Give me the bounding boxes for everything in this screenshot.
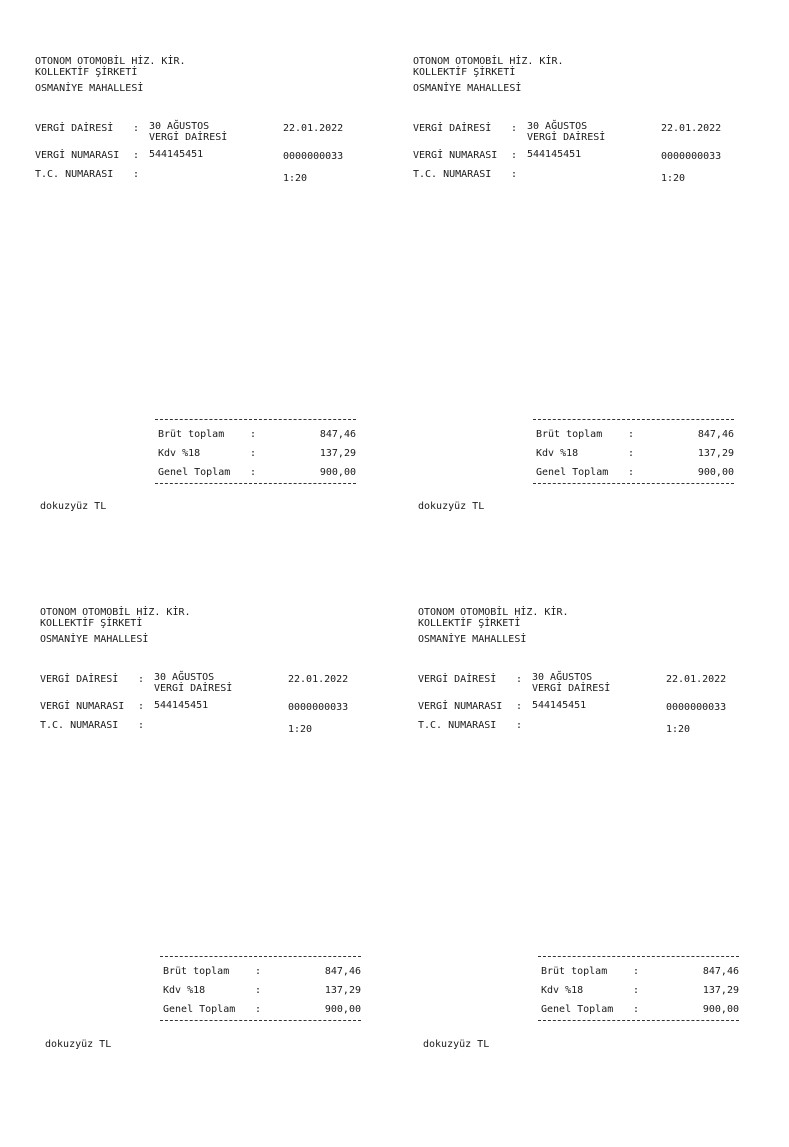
company-name-line1: OTONOM OTOMOBİL HİZ. KİR.	[418, 607, 569, 618]
company-name-line1: OTONOM OTOMOBİL HİZ. KİR.	[35, 56, 186, 67]
gross-total-value: 847,46	[697, 429, 734, 440]
grand-total-label: Genel Toplam	[163, 1004, 236, 1015]
totals-top-rule	[538, 956, 739, 957]
grand-total-colon: :	[255, 1004, 262, 1015]
tax-number-value: 544145451	[532, 700, 587, 711]
receipt-bottom-right	[418, 607, 789, 1147]
tax-office-value-line1: 30 AĞUSTOS	[149, 121, 210, 132]
amount-in-words: dokuzyüz TL	[418, 501, 485, 512]
gross-total-label: Brüt toplam	[541, 966, 608, 977]
company-address: OSMANİYE MAHALLESİ	[35, 83, 144, 94]
tax-office-colon: :	[511, 123, 518, 134]
totals-bottom-rule	[533, 483, 734, 484]
gross-total-colon: :	[628, 429, 635, 440]
grand-total-colon: :	[250, 467, 257, 478]
tax-number-value: 544145451	[149, 149, 204, 160]
company-name-line2: KOLLEKTİF ŞİRKETİ	[40, 618, 143, 629]
grand-total-label: Genel Toplam	[536, 467, 609, 478]
gross-total-value: 847,46	[702, 966, 739, 977]
tax-number-label: VERGİ NUMARASI	[418, 701, 503, 712]
tax-office-colon: :	[133, 123, 140, 134]
gross-total-value: 847,46	[319, 429, 356, 440]
vat-value: 137,29	[702, 985, 739, 996]
company-name-line1: OTONOM OTOMOBİL HİZ. KİR.	[413, 56, 564, 67]
totals-bottom-rule	[155, 483, 356, 484]
tax-office-label: VERGİ DAİRESİ	[40, 674, 119, 685]
tc-number-colon: :	[511, 169, 518, 180]
tax-office-value-line1: 30 AĞUSTOS	[532, 672, 593, 683]
tc-number-colon: :	[138, 720, 145, 731]
gross-total-value: 847,46	[324, 966, 361, 977]
company-name-line1: OTONOM OTOMOBİL HİZ. KİR.	[40, 607, 191, 618]
grand-total-label: Genel Toplam	[158, 467, 231, 478]
document-date: 22.01.2022	[288, 674, 349, 685]
company-address: OSMANİYE MAHALLESİ	[40, 634, 149, 645]
totals-top-rule	[160, 956, 361, 957]
gross-total-colon: :	[633, 966, 640, 977]
grand-total-value: 900,00	[702, 1004, 739, 1015]
document-date: 22.01.2022	[661, 123, 722, 134]
grand-total-colon: :	[633, 1004, 640, 1015]
grand-total-label: Genel Toplam	[541, 1004, 614, 1015]
vat-label: Kdv %18	[536, 448, 579, 459]
tax-number-label: VERGİ NUMARASI	[413, 150, 498, 161]
company-name-line2: KOLLEKTİF ŞİRKETİ	[413, 67, 516, 78]
tax-office-colon: :	[516, 674, 523, 685]
gross-total-colon: :	[250, 429, 257, 440]
tax-office-value-line1: 30 AĞUSTOS	[154, 672, 215, 683]
tax-number-value: 544145451	[527, 149, 582, 160]
document-time: 1:20	[288, 724, 313, 735]
grand-total-colon: :	[628, 467, 635, 478]
receipt-bottom-left	[40, 607, 420, 1147]
tax-office-value-line2: VERGİ DAİRESİ	[532, 683, 611, 694]
tax-office-value-line2: VERGİ DAİRESİ	[154, 683, 233, 694]
receipt-top-left	[35, 56, 415, 596]
company-address: OSMANİYE MAHALLESİ	[413, 83, 522, 94]
document-time: 1:20	[283, 173, 308, 184]
grand-total-value: 900,00	[319, 467, 356, 478]
document-time: 1:20	[666, 724, 691, 735]
vat-value: 137,29	[319, 448, 356, 459]
tax-office-colon: :	[138, 674, 145, 685]
tc-number-label: T.C. NUMARASI	[40, 720, 119, 731]
totals-top-rule	[155, 419, 356, 420]
vat-label: Kdv %18	[541, 985, 584, 996]
tax-office-value-line2: VERGİ DAİRESİ	[149, 132, 228, 143]
vat-colon: :	[633, 985, 640, 996]
document-number: 0000000033	[661, 151, 722, 162]
company-name-line2: KOLLEKTİF ŞİRKETİ	[418, 618, 521, 629]
tc-number-colon: :	[133, 169, 140, 180]
gross-total-label: Brüt toplam	[158, 429, 225, 440]
grand-total-value: 900,00	[697, 467, 734, 478]
document-date: 22.01.2022	[666, 674, 727, 685]
tax-number-colon: :	[511, 150, 518, 161]
totals-bottom-rule	[538, 1020, 739, 1021]
tax-number-value: 544145451	[154, 700, 209, 711]
tax-number-colon: :	[516, 701, 523, 712]
tax-office-label: VERGİ DAİRESİ	[418, 674, 497, 685]
vat-colon: :	[628, 448, 635, 459]
tax-office-value-line1: 30 AĞUSTOS	[527, 121, 588, 132]
document-time: 1:20	[661, 173, 686, 184]
tc-number-label: T.C. NUMARASI	[35, 169, 114, 180]
vat-label: Kdv %18	[163, 985, 206, 996]
document-number: 0000000033	[288, 702, 349, 713]
amount-in-words: dokuzyüz TL	[45, 1039, 112, 1050]
tax-office-value-line2: VERGİ DAİRESİ	[527, 132, 606, 143]
tax-number-colon: :	[138, 701, 145, 712]
vat-colon: :	[255, 985, 262, 996]
gross-total-label: Brüt toplam	[163, 966, 230, 977]
amount-in-words: dokuzyüz TL	[423, 1039, 490, 1050]
vat-value: 137,29	[697, 448, 734, 459]
tc-number-colon: :	[516, 720, 523, 731]
totals-bottom-rule	[160, 1020, 361, 1021]
document-number: 0000000033	[283, 151, 344, 162]
document-date: 22.01.2022	[283, 123, 344, 134]
receipt-top-right	[413, 56, 789, 596]
gross-total-label: Brüt toplam	[536, 429, 603, 440]
tax-number-colon: :	[133, 150, 140, 161]
company-address: OSMANİYE MAHALLESİ	[418, 634, 527, 645]
amount-in-words: dokuzyüz TL	[40, 501, 107, 512]
vat-colon: :	[250, 448, 257, 459]
tax-number-label: VERGİ NUMARASI	[35, 150, 120, 161]
tax-number-label: VERGİ NUMARASI	[40, 701, 125, 712]
tc-number-label: T.C. NUMARASI	[418, 720, 497, 731]
company-name-line2: KOLLEKTİF ŞİRKETİ	[35, 67, 138, 78]
vat-label: Kdv %18	[158, 448, 201, 459]
document-number: 0000000033	[666, 702, 727, 713]
totals-top-rule	[533, 419, 734, 420]
tc-number-label: T.C. NUMARASI	[413, 169, 492, 180]
grand-total-value: 900,00	[324, 1004, 361, 1015]
vat-value: 137,29	[324, 985, 361, 996]
tax-office-label: VERGİ DAİRESİ	[35, 123, 114, 134]
gross-total-colon: :	[255, 966, 262, 977]
tax-office-label: VERGİ DAİRESİ	[413, 123, 492, 134]
